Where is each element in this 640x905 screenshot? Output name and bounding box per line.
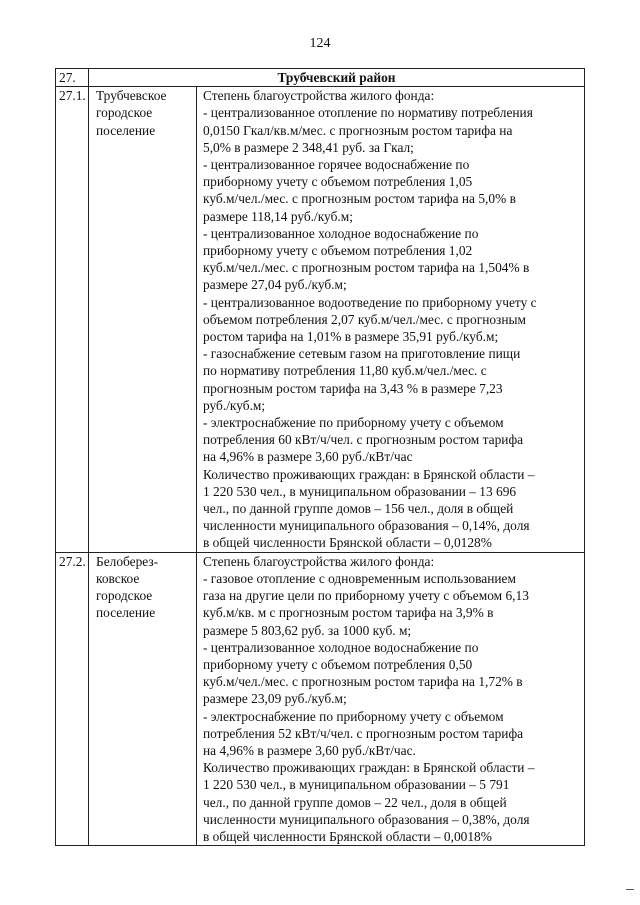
table-row: [56, 552, 585, 845]
settlement-name-line: поселение: [96, 122, 156, 138]
settlement-name: [89, 552, 197, 845]
row-number: 27.1.: [56, 87, 89, 552]
description-line: - централизованное горячее водоснабжение по: [203, 157, 470, 173]
description-line: чел., по данной группе домов – 22 чел., доля в общей: [203, 794, 507, 810]
description-line: куб.м/чел./мес. с прогнозным ростом тарифа на 1,504% в: [203, 260, 530, 276]
description-line: размере 5 803,62 руб. за 1000 куб. м;: [203, 622, 412, 638]
description-line: прогнозным ростом тарифа на 3,43 % в размере 7,23: [203, 380, 503, 396]
settlement-description: [197, 87, 585, 552]
description-line: объемом потребления 2,07 куб.м/чел./мес. с прогнозным: [203, 311, 526, 327]
description-line: - газоснабжение сетевым газом на приготовление пищи: [203, 346, 521, 362]
scan-mark: [626, 889, 634, 890]
description-line: - централизованное водоотведение по приборному учету с: [203, 294, 537, 310]
description-line: - централизованное отопление по нормативу потребления: [203, 105, 533, 121]
description-line: газа на другие цели по приборному учету с объемом 6,13: [203, 588, 529, 604]
description-line: в общей численности Брянской области – 0,0018%: [203, 828, 492, 844]
settlement-name-line: поселение: [96, 605, 156, 621]
description-line: ростом тарифа на 1,01% в размере 35,91 руб./куб.м;: [203, 329, 499, 345]
settlement-name: [89, 87, 197, 552]
description-line: приборному учету с объемом потребления 0,50: [203, 656, 473, 672]
description-line: 0,0150 Гкал/кв.м/мес. с прогнозным ростом тарифа на: [203, 122, 513, 138]
description-line: потребления 52 кВт/ч/чел. с прогнозным ростом тарифа: [203, 725, 524, 741]
description-line: Степень благоустройства жилого фонда:: [203, 553, 435, 569]
description-line: - централизованное холодное водоснабжение по: [203, 639, 479, 655]
page-number: 124: [309, 36, 331, 51]
settlement-name-line: Белоберез-: [96, 553, 159, 569]
description-line: куб.м/чел./мес. с прогнозным ростом тарифа на 1,72% в: [203, 674, 523, 690]
description-line: численности муниципального образования – 0,38%, доля: [203, 811, 530, 827]
description-line: Количество проживающих граждан: в Брянской области –: [203, 466, 535, 482]
description-line: куб.м/кв. м с прогнозным ростом тарифа на 3,9% в: [203, 605, 494, 621]
description-line: численности муниципального образования – 0,14%, доля: [203, 518, 530, 534]
description-line: - централизованное холодное водоснабжение по: [203, 225, 479, 241]
table-row: [56, 87, 585, 552]
description-line: на 4,96% в размере 3,60 руб./кВт/час: [203, 449, 413, 465]
description-line: на 4,96% в размере 3,60 руб./кВт/час.: [203, 742, 416, 758]
settlement-name-line: ковское: [96, 570, 140, 586]
description-line: приборному учету с объемом потребления 1,02: [203, 243, 473, 259]
description-line: потребления 60 кВт/ч/чел. с прогнозным ростом тарифа: [203, 432, 524, 448]
description-line: чел., по данной группе домов – 156 чел., доля в общей: [203, 501, 514, 517]
row-number: 27.2.: [56, 552, 89, 845]
description-line: размере 118,14 руб./куб.м;: [203, 208, 353, 224]
description-line: размере 23,09 руб./куб.м;: [203, 691, 347, 707]
settlement-description: [197, 552, 585, 845]
description-line: Степень благоустройства жилого фонда:: [203, 88, 435, 104]
district-header-row: [56, 69, 585, 87]
description-line: размере 27,04 руб./куб.м;: [203, 277, 347, 293]
description-line: приборному учету с объемом потребления 1,05: [203, 174, 473, 190]
description-line: - электроснабжение по приборному учету с объемом: [203, 415, 504, 431]
description-line: руб./куб.м;: [203, 397, 266, 413]
description-line: - газовое отопление с одновременным использованием: [203, 570, 516, 586]
description-line: 1 220 530 чел., в муниципальном образовании – 5 791: [203, 777, 510, 793]
description-line: в общей численности Брянской области – 0,0128%: [203, 535, 492, 551]
tariff-table: [55, 68, 585, 846]
district-number: 27.: [56, 69, 89, 87]
settlement-name-line: городское: [96, 105, 153, 121]
description-line: - электроснабжение по приборному учету с объемом: [203, 708, 504, 724]
description-line: Количество проживающих граждан: в Брянской области –: [203, 760, 535, 776]
settlement-name-line: городское: [96, 588, 153, 604]
description-line: по нормативу потребления 11,80 куб.м/чел./мес. с: [203, 363, 487, 379]
district-title: Трубчевский район: [89, 69, 585, 87]
description-line: куб.м/чел./мес. с прогнозным ростом тарифа на 5,0% в: [203, 191, 516, 207]
description-line: 1 220 530 чел., в муниципальном образовании – 13 696: [203, 483, 517, 499]
settlement-name-line: Трубчевское: [96, 88, 167, 104]
description-line: 5,0% в размере 2 348,41 руб. за Гкал;: [203, 139, 414, 155]
